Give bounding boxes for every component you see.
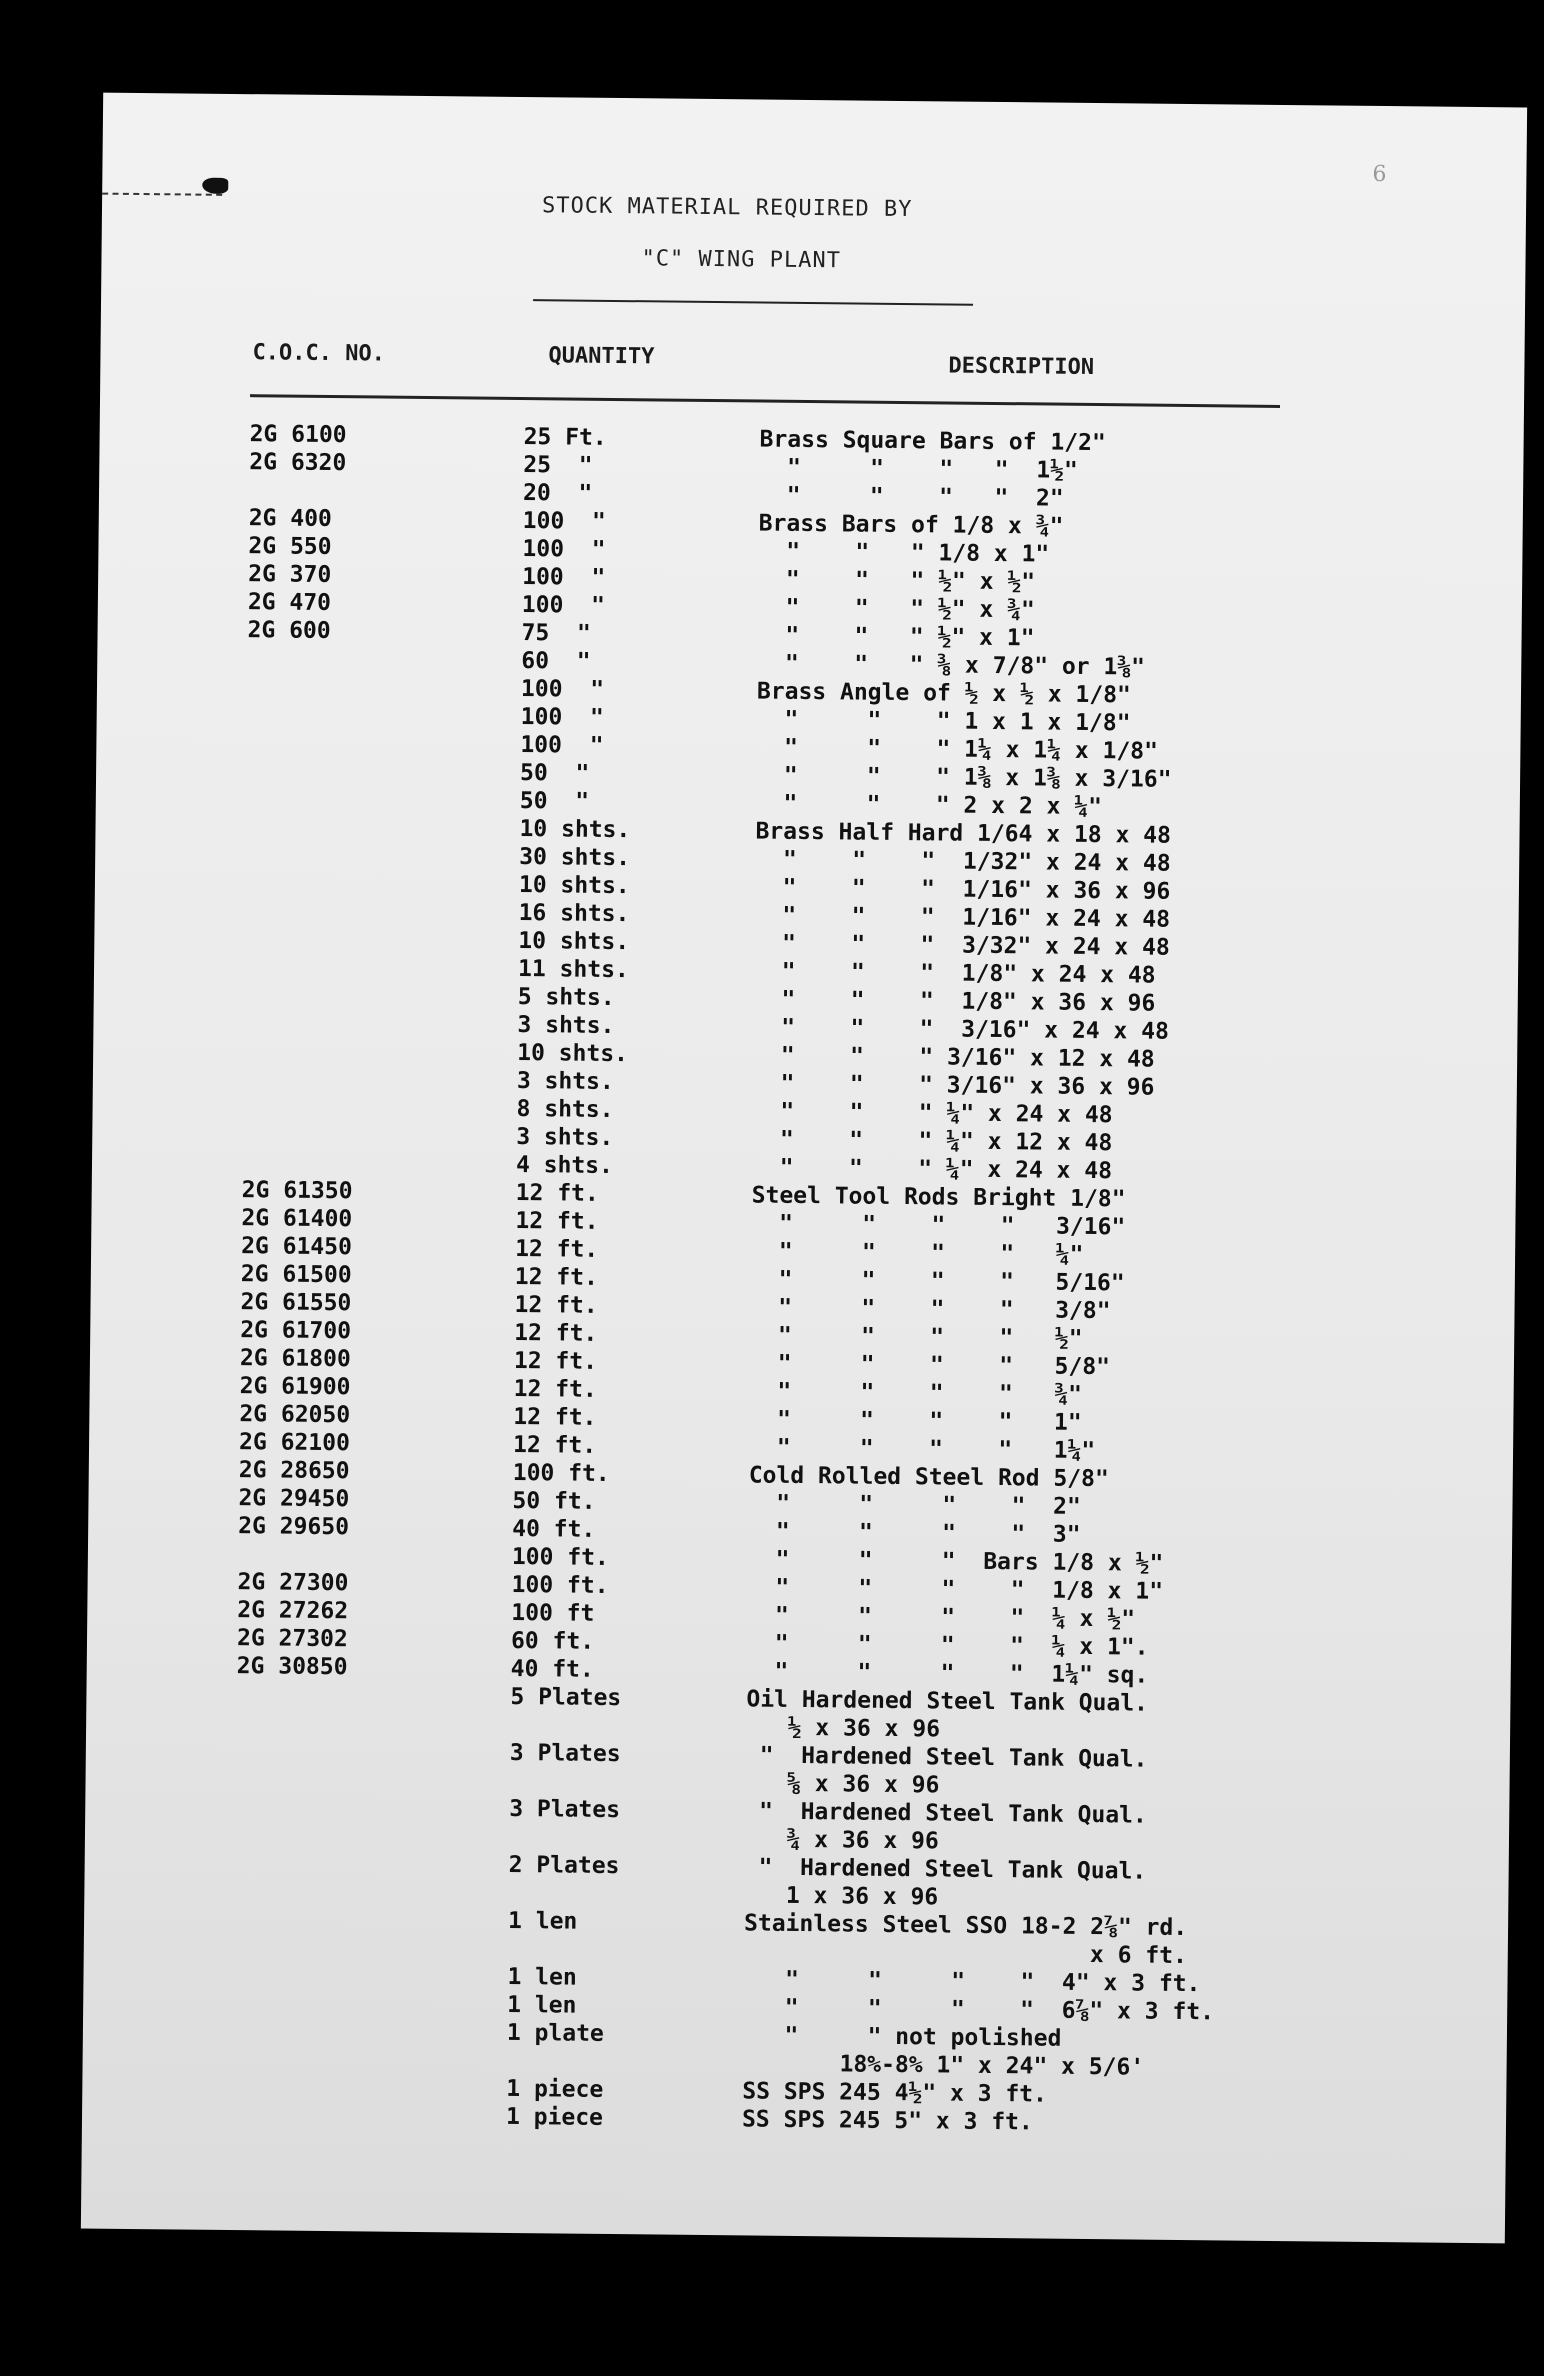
quantity: 12 ft. — [515, 1207, 599, 1235]
quantity: 1 len — [507, 1991, 577, 2019]
quantity: 4 shts. — [515, 1151, 614, 1179]
description: " " " " 1¼" sq. — [746, 1658, 1149, 1689]
coc-number: 2G 30850 — [236, 1653, 348, 1681]
corner-page-mark: 6 — [1372, 161, 1387, 188]
coc-number: 2G 61700 — [240, 1317, 352, 1345]
description: " " " " 2" — [748, 1490, 1081, 1520]
quantity: 1 piece — [506, 2075, 604, 2103]
ink-blot — [202, 178, 228, 194]
description: " " " " 3/8" — [750, 1294, 1111, 1325]
description: " " " " ¼" — [750, 1238, 1084, 1268]
quantity: 25 " — [523, 452, 593, 479]
description: " " " " 1/8 x 1" — [747, 1574, 1164, 1605]
description: Brass Square Bars of 1/2" — [759, 426, 1106, 457]
description: " " " 1 x 1 x 1/8" — [756, 706, 1131, 737]
description: " " " ¼" x 24 x 48 — [752, 1098, 1113, 1129]
quantity: 12 ft. — [512, 1431, 597, 1459]
description: " " " " 1½" — [759, 454, 1078, 484]
document-page — [81, 93, 1527, 2244]
description: " " " Bars 1/8 x ½" — [747, 1546, 1164, 1577]
quantity: 100 " — [522, 564, 606, 591]
description: " " " 1/8" x 24 x 48 — [753, 958, 1156, 989]
quantity: 50 " — [519, 788, 590, 815]
quantity: 3 shts. — [516, 1123, 614, 1151]
quantity: 11 shts. — [517, 955, 629, 984]
quantity: 3 shts. — [516, 1067, 614, 1096]
description: " " " 1/8 x 1" — [758, 538, 1050, 568]
description: Brass Angle of ½ x ½ x 1/8" — [756, 678, 1131, 709]
description: " " " 1/8" x 36 x 96 — [753, 986, 1156, 1017]
quantity: 100 " — [521, 592, 606, 619]
description: " " " ½" x 1" — [757, 622, 1035, 652]
description: " " " " 6⅞" x 3 ft. — [743, 1994, 1215, 2026]
description: " " " 3/16" x 24 x 48 — [753, 1014, 1170, 1045]
description: " " " " 1" — [749, 1406, 1082, 1436]
quantity: 60 " — [521, 648, 591, 675]
quantity: 40 ft. — [510, 1655, 594, 1683]
description: " " " 3/16" x 12 x 48 — [753, 1042, 1155, 1073]
description: " " " ½" x ½" — [758, 566, 1036, 596]
column-header-code: C.O.C. NO. — [252, 340, 386, 367]
quantity: 100 " — [522, 508, 606, 535]
quantity: 10 shts. — [518, 927, 630, 956]
coc-number: 2G 29650 — [238, 1513, 350, 1541]
description: " " " " 2" — [758, 482, 1064, 512]
coc-number: 2G 61450 — [241, 1233, 353, 1261]
coc-number: 2G 27262 — [237, 1597, 349, 1625]
coc-number: 2G 28650 — [238, 1457, 350, 1485]
quantity: 12 ft. — [513, 1403, 597, 1431]
coc-number: 2G 29450 — [238, 1485, 350, 1513]
quantity: 16 shts. — [518, 899, 630, 928]
description: " " " " ½" — [750, 1322, 1083, 1352]
quantity: 3 shts. — [517, 1011, 615, 1040]
quantity: 40 ft. — [512, 1515, 596, 1543]
coc-number: 2G 600 — [247, 617, 331, 645]
description: 1 x 36 x 96 — [744, 1882, 939, 1911]
description: Oil Hardened Steel Tank Qual. — [746, 1686, 1149, 1717]
description: " " " 1¼ x 1¼ x 1/8" — [756, 734, 1159, 765]
coc-number: 2G 61350 — [241, 1177, 353, 1205]
description: " " " 3/32" x 24 x 48 — [754, 930, 1170, 961]
quantity: 100 ft — [511, 1599, 595, 1627]
description: Stainless Steel SSO 18-2 2⅞" rd. — [743, 1910, 1188, 1942]
title-underline — [533, 299, 973, 306]
description: " " " " 5/16" — [750, 1266, 1125, 1297]
description: " " " " 4" x 3 ft. — [743, 1966, 1201, 1998]
coc-number: 2G 62050 — [239, 1401, 351, 1429]
quantity: 75 " — [521, 620, 591, 647]
header-rule — [250, 394, 1280, 408]
quantity: 5 shts. — [517, 983, 615, 1012]
quantity: 12 ft. — [514, 1263, 599, 1291]
quantity: 20 " — [522, 480, 593, 507]
coc-number: 2G 61500 — [240, 1261, 352, 1289]
coc-number: 2G 27300 — [237, 1569, 349, 1597]
description: " " " 3/16" x 36 x 96 — [752, 1070, 1155, 1101]
description: " " " 1⅜ x 1⅜ x 3/16" — [755, 762, 1172, 793]
quantity: 5 Plates — [510, 1683, 622, 1712]
description: SS SPS 245 4½" x 3 ft. — [742, 2078, 1048, 2108]
description: " " " ¼" x 24 x 48 — [751, 1154, 1113, 1185]
coc-number: 2G 400 — [248, 505, 332, 533]
quantity: 10 shts. — [517, 1039, 629, 1068]
quantity: 1 len — [507, 1907, 578, 1935]
quantity: 1 piece — [505, 2103, 604, 2131]
description: " " " " 3" — [748, 1518, 1081, 1548]
quantity: 1 len — [507, 1963, 577, 1991]
quantity: 50 ft. — [512, 1487, 596, 1515]
description: " " " 1/32" x 24 x 48 — [755, 846, 1171, 877]
quantity: 1 plate — [506, 2019, 604, 2047]
quantity: 60 ft. — [510, 1627, 595, 1655]
description: x 6 ft. — [743, 1938, 1188, 1970]
column-header-quantity: QUANTITY — [548, 343, 655, 370]
quantity: 12 ft. — [514, 1319, 598, 1347]
description: " " not polished — [742, 2022, 1062, 2052]
quantity: 8 shts. — [516, 1095, 614, 1124]
description: " " " " ¼ x ½" — [747, 1602, 1136, 1633]
quantity: 12 ft. — [515, 1179, 599, 1207]
description: " " " ⅜ x 7/8" or 1⅜" — [757, 650, 1146, 681]
description: ½ x 36 x 96 — [746, 1714, 941, 1743]
coc-number: 2G 470 — [247, 589, 332, 617]
coc-number: 2G 6100 — [249, 421, 347, 449]
coc-number: 2G 6320 — [249, 449, 347, 477]
quantity: 3 Plates — [509, 1739, 621, 1768]
document-subtitle: "C" WING PLANT — [641, 246, 842, 274]
quantity: 3 Plates — [509, 1795, 621, 1824]
quantity: 12 ft. — [514, 1291, 598, 1319]
description: " Hardened Steel Tank Qual. — [745, 1742, 1148, 1773]
description: SS SPS 245 5" x 3 ft. — [741, 2106, 1033, 2136]
quantity: 10 shts. — [518, 872, 630, 900]
torn-edge-dashes — [102, 193, 222, 196]
quantity: 100 " — [520, 676, 605, 703]
coc-number: 2G 27302 — [236, 1625, 348, 1653]
quantity: 100 ft. — [511, 1543, 609, 1571]
document-title: STOCK MATERIAL REQUIRED BY — [541, 193, 913, 223]
quantity: 100 ft. — [512, 1459, 610, 1487]
description: " " " " ¾" — [749, 1378, 1083, 1408]
quantity: 12 ft. — [513, 1347, 598, 1375]
quantity: 100 " — [520, 732, 604, 759]
description: ⅝ x 36 x 96 — [745, 1770, 940, 1799]
description: " " " " 3/16" — [751, 1210, 1126, 1241]
quantity: 10 shts. — [519, 816, 631, 844]
description: " " " 1/16" x 24 x 48 — [754, 902, 1171, 933]
quantity: 12 ft. — [513, 1375, 597, 1403]
description: " Hardened Steel Tank Qual. — [744, 1854, 1147, 1885]
description: Brass Half Hard 1/64 x 18 x 48 — [755, 818, 1172, 849]
coc-number: 2G 61800 — [239, 1345, 351, 1373]
quantity: 100 ft. — [511, 1571, 609, 1599]
quantity: 30 shts. — [519, 844, 631, 872]
quantity: 25 Ft. — [523, 424, 607, 451]
description: " " " " 5/8" — [749, 1350, 1111, 1381]
description: " " " 1/16" x 36 x 96 — [754, 874, 1171, 905]
coc-number: 2G 550 — [248, 533, 332, 561]
quantity: 100 " — [522, 536, 606, 563]
description: " " " " ¼ x 1". — [746, 1630, 1149, 1661]
description: " Hardened Steel Tank Qual. — [745, 1798, 1147, 1829]
description: " " " 2 x 2 x ¼" — [755, 790, 1103, 821]
description: 18%-8% 1" x 24" x 5/6' — [742, 2050, 1145, 2081]
coc-number: 2G 62100 — [238, 1429, 351, 1457]
description: Steel Tool Rods Bright 1/8" — [751, 1182, 1126, 1213]
description: " " " " 1¼" — [748, 1434, 1096, 1465]
description: ¾ x 36 x 96 — [744, 1826, 939, 1855]
quantity: 100 " — [520, 704, 604, 731]
description: Cold Rolled Steel Rod 5/8" — [748, 1462, 1109, 1493]
quantity: 2 Plates — [508, 1851, 620, 1880]
description: " " " ¼" x 12 x 48 — [752, 1126, 1113, 1157]
description: " " " ½" x ¾" — [757, 594, 1035, 624]
coc-number: 2G 61550 — [240, 1289, 352, 1317]
quantity: 50 " — [519, 760, 590, 787]
coc-number: 2G 61400 — [241, 1205, 353, 1233]
quantity: 12 ft. — [515, 1235, 599, 1263]
column-header-description: DESCRIPTION — [948, 353, 1095, 380]
coc-number: 2G 61900 — [239, 1373, 351, 1401]
coc-number: 2G 370 — [248, 561, 332, 589]
description: Brass Bars of 1/8 x ¾" — [758, 510, 1064, 540]
